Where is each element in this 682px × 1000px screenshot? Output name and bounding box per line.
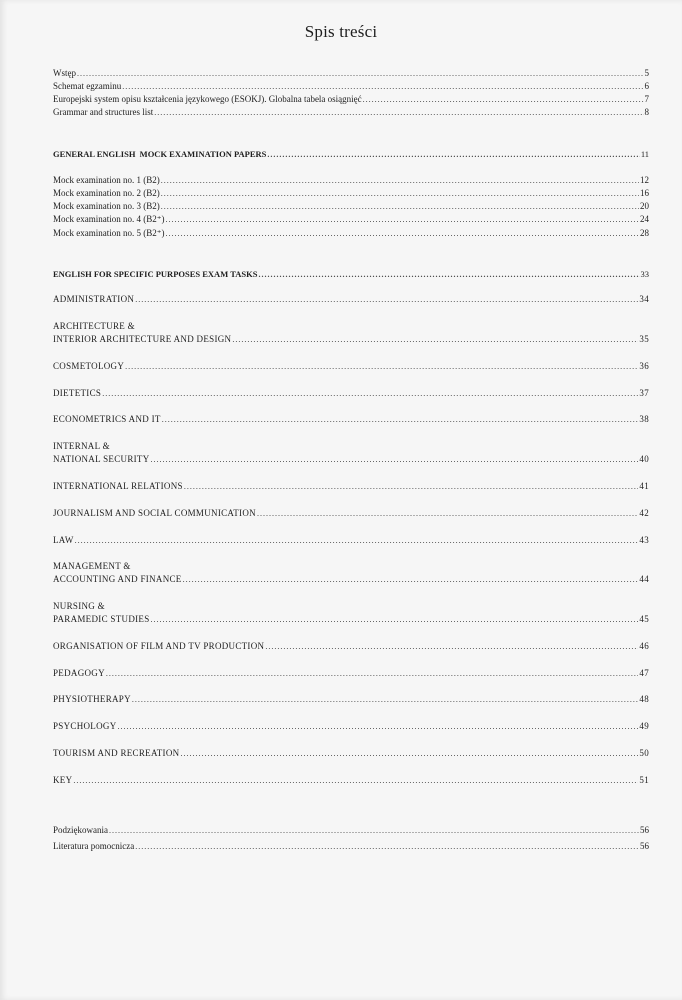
page-number: 56 bbox=[640, 825, 649, 835]
toc-entry-esokj: Europejski system opisu kształcenia językowego (ESOKJ). Globalna tabela osiągnięć ..... 7 bbox=[53, 94, 649, 106]
toc-entry-management-line1: MANAGEMENT & bbox=[53, 561, 131, 571]
toc-entry-pedagogy: PEDAGOGY ..... 47 bbox=[53, 668, 649, 680]
dot-leader bbox=[151, 614, 639, 624]
page-number: 36 bbox=[639, 361, 649, 371]
toc-entry-mock-5: Mock examination no. 5 (B2⁺) ..... 28 bbox=[53, 228, 649, 240]
dot-leader bbox=[257, 508, 638, 518]
page-number: 8 bbox=[644, 107, 649, 117]
toc-entry-mock-4: Mock examination no. 4 (B2⁺) ..... 24 bbox=[53, 214, 649, 226]
dot-leader bbox=[122, 81, 643, 91]
toc-entry-architecture-line1: ARCHITECTURE & bbox=[53, 321, 135, 331]
dot-leader bbox=[161, 188, 639, 198]
toc-entry-security: NATIONAL SECURITY ..... 40 bbox=[53, 454, 649, 466]
page-number: 24 bbox=[640, 214, 649, 224]
dot-leader bbox=[106, 668, 638, 678]
page-number: 43 bbox=[639, 535, 649, 545]
page-number: 20 bbox=[640, 201, 649, 211]
page-number: 48 bbox=[639, 694, 649, 704]
toc-entry-nursing: PARAMEDIC STUDIES ..... 45 bbox=[53, 614, 649, 626]
toc-entry-physiotherapy: PHYSIOTHERAPY ..... 48 bbox=[53, 694, 649, 706]
dot-leader bbox=[363, 94, 644, 104]
dot-leader bbox=[258, 269, 639, 279]
page-number: 46 bbox=[639, 641, 649, 651]
toc-entry-intro: Wstęp ..... 5 bbox=[53, 68, 649, 80]
page-number: 37 bbox=[639, 388, 649, 398]
toc-entry-psychology: PSYCHOLOGY ..... 49 bbox=[53, 721, 649, 733]
page-title: Spis treści bbox=[304, 22, 378, 41]
page-number: 44 bbox=[639, 574, 649, 584]
toc-entry-literature: Literatura pomocnicza ..... 56 bbox=[53, 841, 649, 853]
page-number: 47 bbox=[639, 668, 649, 678]
dot-leader bbox=[77, 68, 644, 78]
page-number: 45 bbox=[639, 614, 649, 624]
dot-leader bbox=[135, 841, 639, 851]
dot-leader bbox=[180, 748, 638, 758]
page-number: 40 bbox=[639, 454, 649, 464]
page-number: 12 bbox=[640, 175, 649, 185]
page-number: 38 bbox=[639, 414, 649, 424]
page-number: 42 bbox=[639, 508, 649, 518]
toc-entry-key: KEY ..... 51 bbox=[53, 775, 649, 787]
section-heading-general-english: GENERAL ENGLISH MOCK EXAMINATION PAPERS ..... 11 bbox=[53, 149, 649, 161]
toc-entry-econometrics: ECONOMETRICS AND IT ..... 38 bbox=[53, 414, 649, 426]
toc-entry-management: ACCOUNTING AND FINANCE ..... 44 bbox=[53, 574, 649, 586]
page-number: 56 bbox=[640, 841, 649, 851]
dot-leader bbox=[184, 481, 639, 491]
page-number: 34 bbox=[639, 294, 649, 304]
toc-entry-mock-1: Mock examination no. 1 (B2) ..... 12 bbox=[53, 175, 649, 187]
dot-leader bbox=[135, 294, 638, 304]
dot-leader bbox=[265, 641, 638, 651]
dot-leader bbox=[162, 414, 639, 424]
toc-entry-dietetics: DIETETICS ..... 37 bbox=[53, 388, 649, 400]
dot-leader bbox=[161, 201, 639, 211]
toc-entry-mock-2: Mock examination no. 2 (B2) ..... 16 bbox=[53, 188, 649, 200]
toc-entry-tourism: TOURISM AND RECREATION ..... 50 bbox=[53, 748, 649, 760]
dot-leader bbox=[267, 149, 639, 159]
toc-entry-film-production: ORGANISATION OF FILM AND TV PRODUCTION ..... 46 bbox=[53, 641, 649, 653]
page-number: 7 bbox=[644, 94, 649, 104]
toc-entry-international-relations: INTERNATIONAL RELATIONS ..... 41 bbox=[53, 481, 649, 493]
page-number: 5 bbox=[644, 68, 649, 78]
page-number: 35 bbox=[639, 334, 649, 344]
toc-entry-journalism: JOURNALISM AND SOCIAL COMMUNICATION ..... 42 bbox=[53, 508, 649, 520]
dot-leader bbox=[161, 175, 639, 185]
toc-entry-nursing-line1: NURSING & bbox=[53, 601, 105, 611]
page-number: 6 bbox=[644, 81, 649, 91]
toc-entry-law: LAW ..... 43 bbox=[53, 535, 649, 547]
toc-entry-mock-3: Mock examination no. 3 (B2) ..... 20 bbox=[53, 201, 649, 213]
toc-entry-grammar: Grammar and structures list ..... 8 bbox=[53, 107, 649, 119]
dot-leader bbox=[102, 388, 638, 398]
section-heading-esp: ENGLISH FOR SPECIFIC PURPOSES EXAM TASKS ..... 33 bbox=[53, 269, 649, 281]
toc-entry-cosmetology: COSMETOLOGY ..... 36 bbox=[53, 361, 649, 373]
page-number: 50 bbox=[639, 748, 649, 758]
dot-leader bbox=[75, 535, 639, 545]
dot-leader bbox=[154, 107, 643, 117]
toc-entry-administration: ADMINISTRATION ..... 34 bbox=[53, 294, 649, 306]
dot-leader bbox=[183, 574, 639, 584]
dot-leader bbox=[73, 775, 638, 785]
page-number: 41 bbox=[639, 481, 649, 491]
toc-entry-exam-scheme: Schemat egzaminu ..... 6 bbox=[53, 81, 649, 93]
toc-entry-architecture: INTERIOR ARCHITECTURE AND DESIGN ..... 35 bbox=[53, 334, 649, 346]
page-number: 49 bbox=[639, 721, 649, 731]
page-number: 16 bbox=[640, 188, 649, 198]
dot-leader bbox=[232, 334, 638, 344]
page-number: 11 bbox=[640, 149, 649, 159]
toc-entry-acknowledgements: Podziękowania ..... 56 bbox=[53, 825, 649, 837]
page-number: 33 bbox=[640, 269, 649, 279]
toc-entry-security-line1: INTERNAL & bbox=[53, 441, 110, 451]
dot-leader bbox=[109, 825, 639, 835]
dot-leader bbox=[165, 228, 639, 238]
page-number: 28 bbox=[640, 228, 649, 238]
page-number: 51 bbox=[639, 775, 649, 785]
dot-leader bbox=[151, 454, 639, 464]
dot-leader bbox=[165, 214, 639, 224]
dot-leader bbox=[132, 694, 638, 704]
dot-leader bbox=[125, 361, 638, 371]
dot-leader bbox=[118, 721, 639, 731]
